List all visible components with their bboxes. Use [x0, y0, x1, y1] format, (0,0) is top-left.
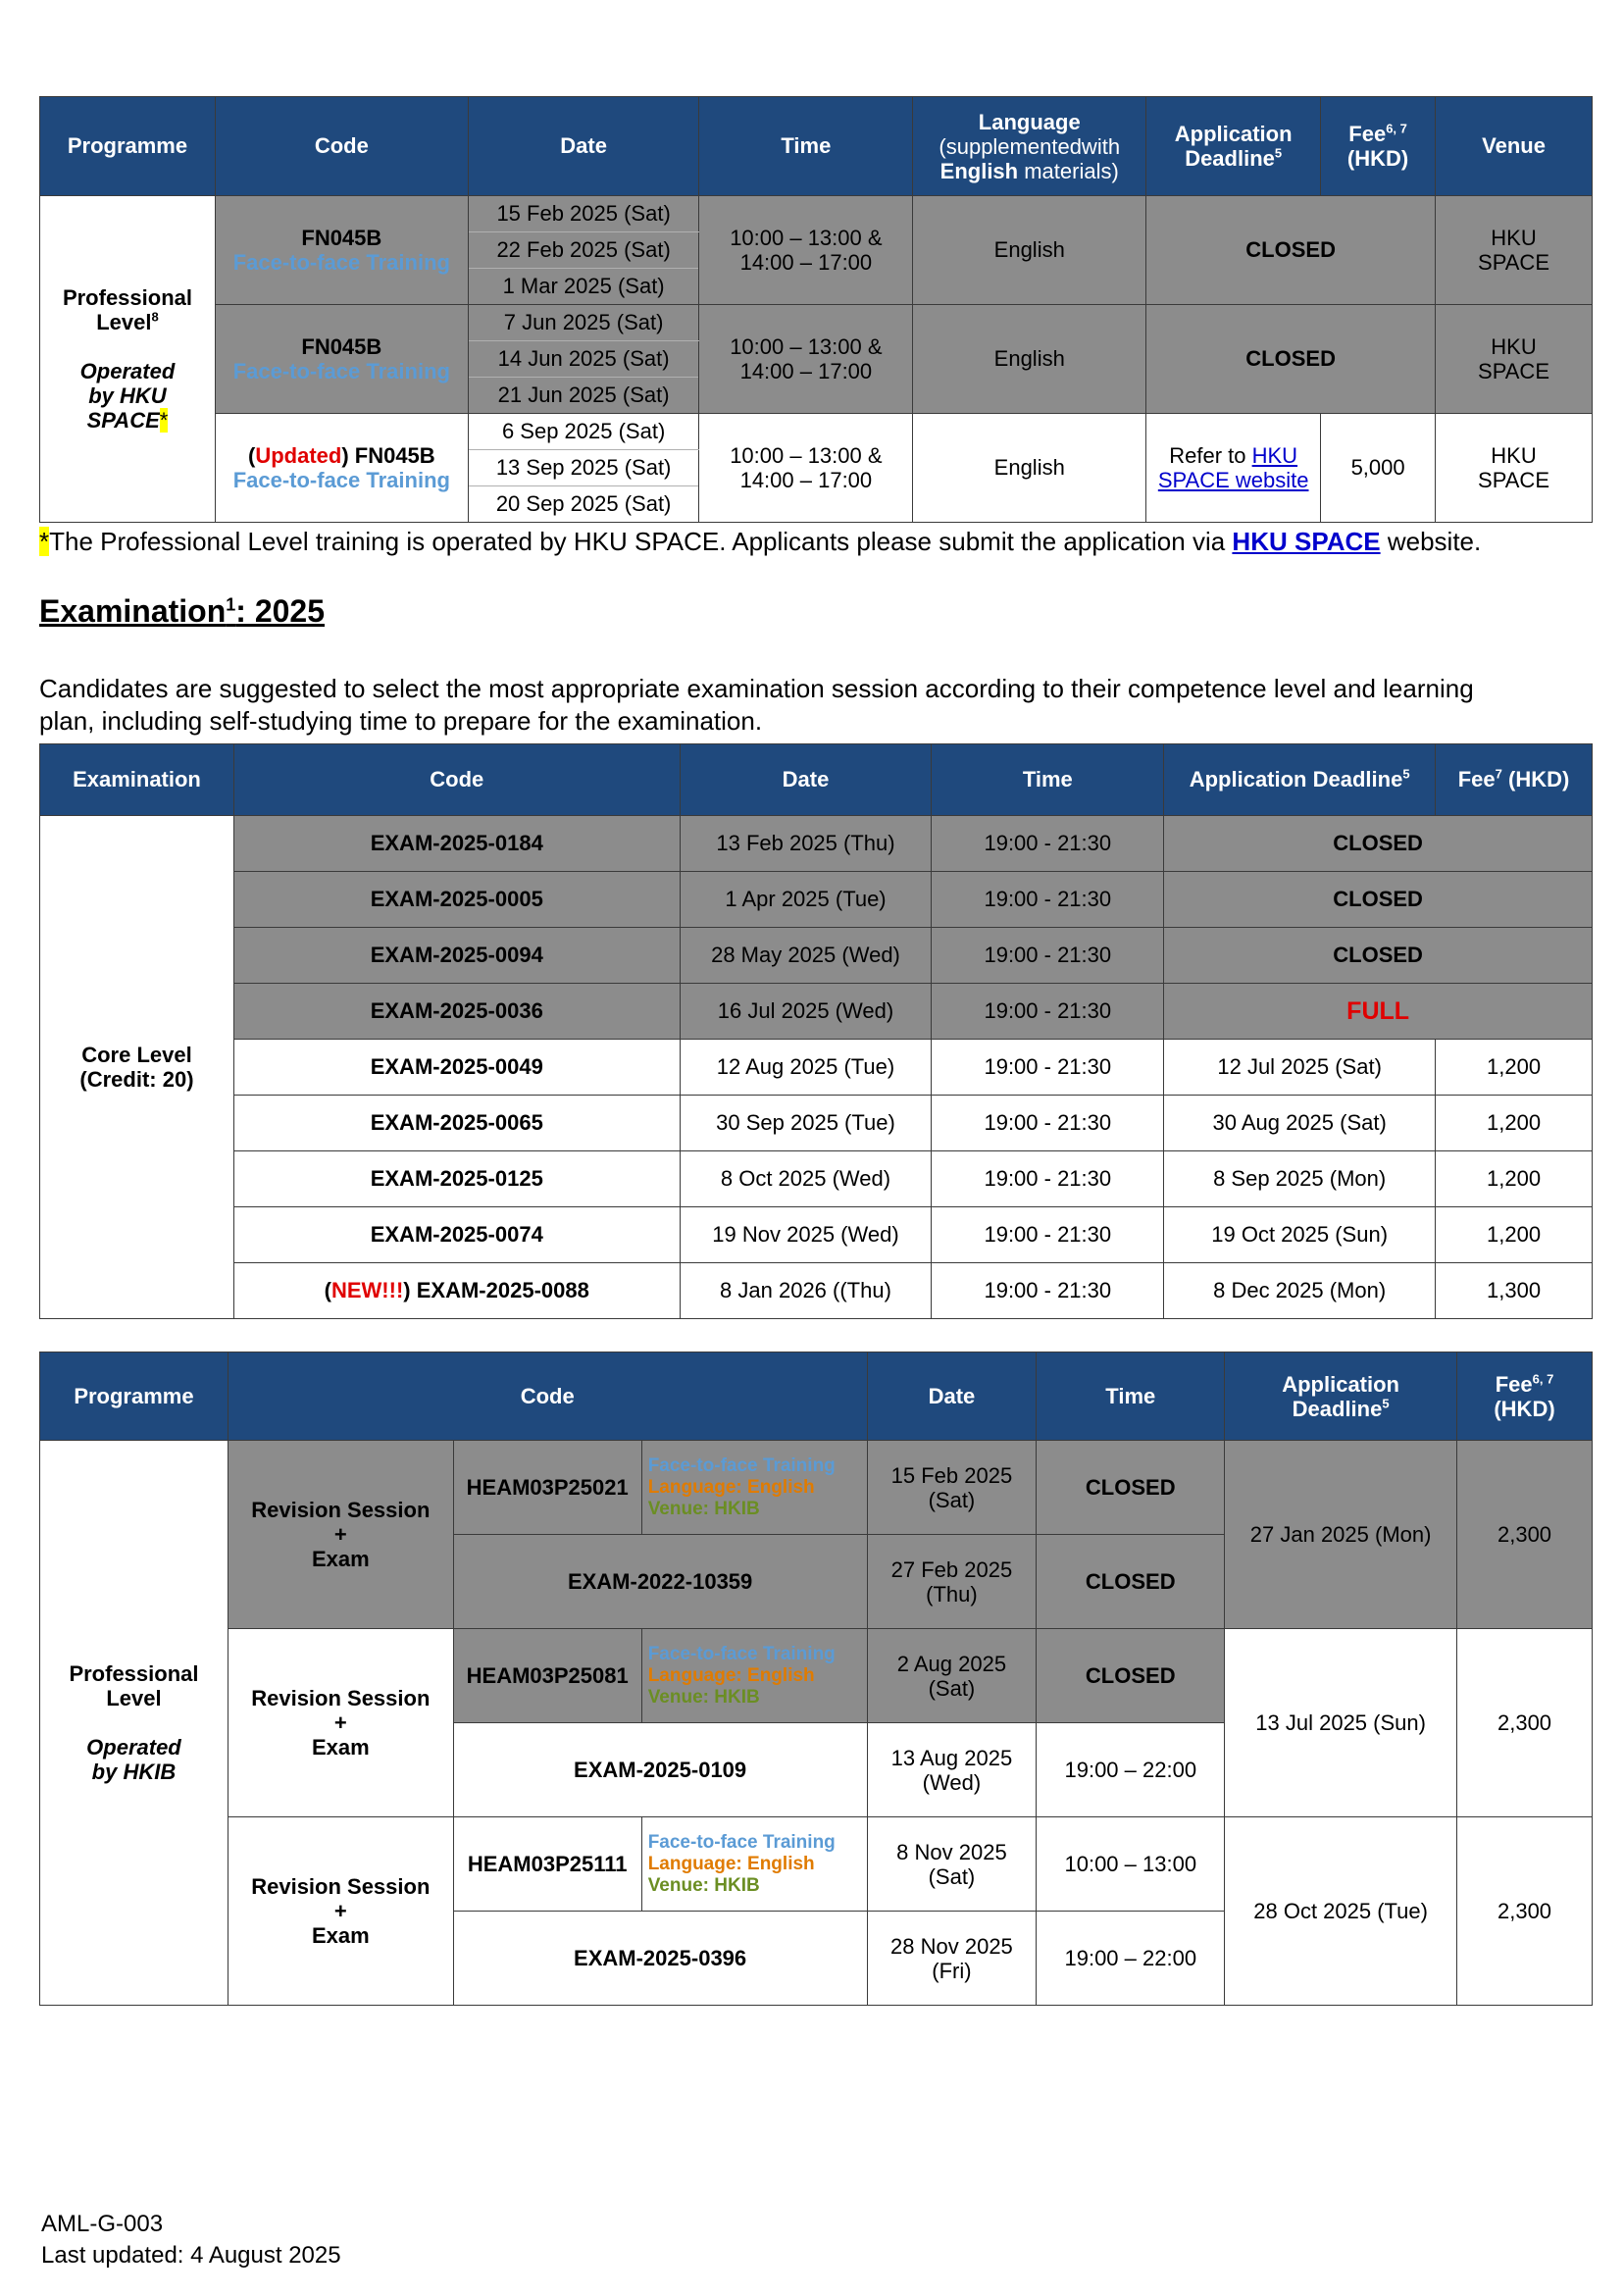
status-closed: CLOSED [1146, 196, 1436, 305]
status-closed: CLOSED [1164, 872, 1593, 928]
training-code: HEAM03P25111 [453, 1817, 641, 1912]
session-time: 10:00 – 13:00 & 14:00 – 17:00 [699, 414, 913, 523]
training-details: Face-to-face Training Language: English Venue: HKIB [641, 1629, 867, 1723]
fee-cell: 2,300 [1457, 1817, 1593, 2006]
header-language: Language (supplementedwith English materials) [913, 97, 1146, 196]
course-code-cell: (Updated) FN045B Face-to-face Training [215, 414, 468, 523]
status-closed: CLOSED [1164, 928, 1593, 984]
status-closed: CLOSED [1164, 816, 1593, 872]
session-date: 21 Jun 2025 (Sat) [468, 378, 699, 414]
training-code: HEAM03P25081 [453, 1629, 641, 1723]
exam-date: 27 Feb 2025 (Thu) [867, 1535, 1037, 1629]
fee-cell: 2,300 [1457, 1441, 1593, 1629]
exam-date: 16 Jul 2025 (Wed) [680, 984, 932, 1040]
exam-time: 19:00 - 21:30 [932, 1207, 1164, 1263]
session-time: 10:00 – 13:00 & 14:00 – 17:00 [699, 196, 913, 305]
intro-paragraph: Candidates are suggested to select the most appropriate examination session according to their competence level and learning plan, including self-studying time to prepare for the examination. [39, 674, 1474, 736]
exam-time: 19:00 - 21:30 [932, 928, 1164, 984]
training-time: CLOSED [1037, 1629, 1225, 1723]
revision-session-label: Revision Session + Exam [228, 1441, 453, 1629]
exam-date: 13 Aug 2025 (Wed) [867, 1723, 1037, 1817]
course-code-cell: FN045B Face-to-face Training [215, 305, 468, 414]
status-full: FULL [1164, 984, 1593, 1040]
exam-code: EXAM-2025-0184 [233, 816, 680, 872]
exam-deadline: 8 Dec 2025 (Mon) [1164, 1263, 1436, 1319]
exam-date: 13 Feb 2025 (Thu) [680, 816, 932, 872]
header-fee: Fee$^{6, 7}$ (HKD) [1321, 97, 1436, 196]
footer [41, 2209, 341, 2271]
header-venue: Venue [1436, 97, 1593, 196]
exam-fee: 1,200 [1436, 1207, 1593, 1263]
training-details: Face-to-face Training Language: English Venue: HKIB [641, 1817, 867, 1912]
deadline-cell: Refer to HKU SPACE website [1146, 414, 1321, 523]
hku-space-link[interactable]: HKU [1251, 443, 1298, 468]
revision-session-label: Revision Session + Exam [228, 1817, 453, 2006]
exam-fee: 1,200 [1436, 1096, 1593, 1151]
header-deadline: Application Deadline$^5$ [1164, 744, 1436, 816]
document-code: AML-G-003 [41, 2211, 164, 2237]
exam-date: 28 May 2025 (Wed) [680, 928, 932, 984]
exam-time: 19:00 - 21:30 [932, 1040, 1164, 1096]
hku-space-note: *The Professional Level training is operated by HKU SPACE. Applicants please submit the application via HKU SPACE website. [39, 527, 1482, 556]
exam-time: 19:00 - 21:30 [932, 984, 1164, 1040]
fee-cell: 2,300 [1457, 1629, 1593, 1817]
exam-deadline: 19 Oct 2025 (Sun) [1164, 1207, 1436, 1263]
professional-training-table [39, 96, 1593, 523]
venue-cell: HKU SPACE [1436, 414, 1593, 523]
training-date: 15 Feb 2025 (Sat) [867, 1441, 1037, 1535]
header-code: Code [228, 1352, 867, 1441]
training-date: 8 Nov 2025 (Sat) [867, 1817, 1037, 1912]
exam-time: 19:00 - 21:30 [932, 1096, 1164, 1151]
deadline-cell: 27 Jan 2025 (Mon) [1225, 1441, 1457, 1629]
exam-fee: 1,200 [1436, 1151, 1593, 1207]
session-date: 20 Sep 2025 (Sat) [468, 486, 699, 523]
revision-exam-table [39, 1352, 1593, 2006]
header-date: Date [867, 1352, 1037, 1441]
session-language: English [913, 414, 1146, 523]
session-date: 6 Sep 2025 (Sat) [468, 414, 699, 450]
examination-heading: Examination$^1$: 2025 [39, 593, 326, 629]
fee-cell: 5,000 [1321, 414, 1436, 523]
session-language: English [913, 305, 1146, 414]
header-time: Time [1037, 1352, 1225, 1441]
exam-code: EXAM-2025-0109 [453, 1723, 867, 1817]
session-date: 7 Jun 2025 (Sat) [468, 305, 699, 341]
programme-cell: Professional Level Operated by HKIB [40, 1441, 228, 2006]
revision-session-label: Revision Session + Exam [228, 1629, 453, 1817]
exam-deadline: 8 Sep 2025 (Mon) [1164, 1151, 1436, 1207]
exam-code: EXAM-2025-0094 [233, 928, 680, 984]
exam-code: EXAM-2025-0125 [233, 1151, 680, 1207]
exam-date: 30 Sep 2025 (Tue) [680, 1096, 932, 1151]
exam-time: 19:00 – 22:00 [1037, 1912, 1225, 2006]
training-details: Face-to-face Training Language: English Venue: HKIB [641, 1441, 867, 1535]
exam-date: 1 Apr 2025 (Tue) [680, 872, 932, 928]
header-date: Date [680, 744, 932, 816]
status-closed: CLOSED [1146, 305, 1436, 414]
session-date: 1 Mar 2025 (Sat) [468, 269, 699, 305]
exam-fee: 1,300 [1436, 1263, 1593, 1319]
exam-code: EXAM-2025-0005 [233, 872, 680, 928]
exam-time: 19:00 - 21:30 [932, 1263, 1164, 1319]
hku-space-website-link[interactable]: HKU SPACE [1232, 527, 1381, 556]
venue-cell: HKU SPACE [1436, 196, 1593, 305]
deadline-cell: 28 Oct 2025 (Tue) [1225, 1817, 1457, 2006]
exam-deadline: 30 Aug 2025 (Sat) [1164, 1096, 1436, 1151]
exam-code: (NEW!!!) EXAM-2025-0088 [233, 1263, 680, 1319]
exam-time: 19:00 - 21:30 [932, 816, 1164, 872]
last-updated: Last updated: 4 August 2025 [41, 2242, 341, 2269]
header-code: Code [233, 744, 680, 816]
exam-code: EXAM-2025-0396 [453, 1912, 867, 2006]
deadline-cell: 13 Jul 2025 (Sun) [1225, 1629, 1457, 1817]
exam-code: EXAM-2022-10359 [453, 1535, 867, 1629]
header-deadline: Application Deadline$^5$ [1146, 97, 1321, 196]
exam-date: 8 Jan 2026 ((Thu) [680, 1263, 932, 1319]
session-date: 13 Sep 2025 (Sat) [468, 450, 699, 486]
training-time: CLOSED [1037, 1441, 1225, 1535]
exam-time: CLOSED [1037, 1535, 1225, 1629]
header-fee: Fee$^7$ (HKD) [1436, 744, 1593, 816]
core-exam-table [39, 743, 1593, 1319]
exam-date: 19 Nov 2025 (Wed) [680, 1207, 932, 1263]
session-language: English [913, 196, 1146, 305]
header-time: Time [932, 744, 1164, 816]
exam-code: EXAM-2025-0074 [233, 1207, 680, 1263]
header-deadline: Application Deadline$^5$ [1225, 1352, 1457, 1441]
header-examination: Examination [40, 744, 234, 816]
course-code-cell: FN045B Face-to-face Training [215, 196, 468, 305]
header-programme: Programme [40, 97, 216, 196]
header-date: Date [468, 97, 699, 196]
exam-fee: 1,200 [1436, 1040, 1593, 1096]
exam-code: EXAM-2025-0049 [233, 1040, 680, 1096]
training-date: 2 Aug 2025 (Sat) [867, 1629, 1037, 1723]
exam-date: 28 Nov 2025 (Fri) [867, 1912, 1037, 2006]
exam-code: EXAM-2025-0065 [233, 1096, 680, 1151]
session-date: 22 Feb 2025 (Sat) [468, 232, 699, 269]
session-time: 10:00 – 13:00 & 14:00 – 17:00 [699, 305, 913, 414]
exam-date: 12 Aug 2025 (Tue) [680, 1040, 932, 1096]
venue-cell: HKU SPACE [1436, 305, 1593, 414]
programme-cell: Professional Level$^8$ Operated by HKU SPACE* [40, 196, 216, 523]
header-time: Time [699, 97, 913, 196]
header-programme: Programme [40, 1352, 228, 1441]
session-date: 14 Jun 2025 (Sat) [468, 341, 699, 378]
header-fee: Fee$^{6, 7}$ (HKD) [1457, 1352, 1593, 1441]
session-date: 15 Feb 2025 (Sat) [468, 196, 699, 232]
training-code: HEAM03P25021 [453, 1441, 641, 1535]
core-level-cell: Core Level (Credit: 20) [40, 816, 234, 1319]
exam-date: 8 Oct 2025 (Wed) [680, 1151, 932, 1207]
exam-deadline: 12 Jul 2025 (Sat) [1164, 1040, 1436, 1096]
exam-time: 19:00 - 21:30 [932, 872, 1164, 928]
header-code: Code [215, 97, 468, 196]
hku-space-website-link[interactable]: SPACE website [1157, 468, 1309, 492]
exam-code: EXAM-2025-0036 [233, 984, 680, 1040]
exam-time: 19:00 – 22:00 [1037, 1723, 1225, 1817]
exam-time: 19:00 - 21:30 [932, 1151, 1164, 1207]
training-time: 10:00 – 13:00 [1037, 1817, 1225, 1912]
